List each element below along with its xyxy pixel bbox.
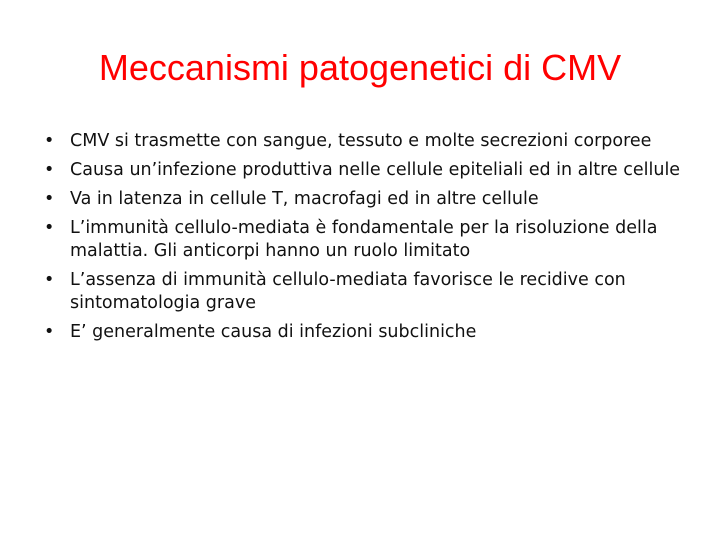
bullet-icon: • (44, 189, 55, 209)
slide-title: Meccanismi patogenetici di CMV (98, 47, 622, 88)
bullet-icon: • (44, 218, 55, 238)
list-item (44, 130, 684, 153)
bullet-list (44, 130, 684, 350)
bullet-text: L’immunità cellulo-mediata è fondamentale per la risoluzione della malattia. Gli anticorpi hanno un ruolo limitato (70, 218, 658, 261)
bullet-text: L’assenza di immunità cellulo-mediata favorisce le recidive con sintomatologia grave (70, 270, 626, 313)
bullet-text: CMV si trasmette con sangue, tessuto e molte secrezioni corporee (70, 131, 652, 151)
bullet-icon: • (44, 160, 55, 180)
bullet-icon: • (44, 270, 55, 290)
list-item (44, 217, 684, 263)
list-item (44, 188, 684, 211)
list-item (44, 321, 684, 344)
bullet-icon: • (44, 322, 55, 342)
list-item (44, 269, 684, 315)
bullet-icon: • (44, 131, 55, 151)
list-item (44, 159, 684, 182)
bullet-text: Va in latenza in cellule T, macrofagi ed in altre cellule (70, 189, 539, 209)
bullet-text: Causa un’infezione produttiva nelle cellule epiteliali ed in altre cellule (70, 160, 681, 180)
bullet-text: E’ generalmente causa di infezioni subcliniche (70, 322, 477, 342)
